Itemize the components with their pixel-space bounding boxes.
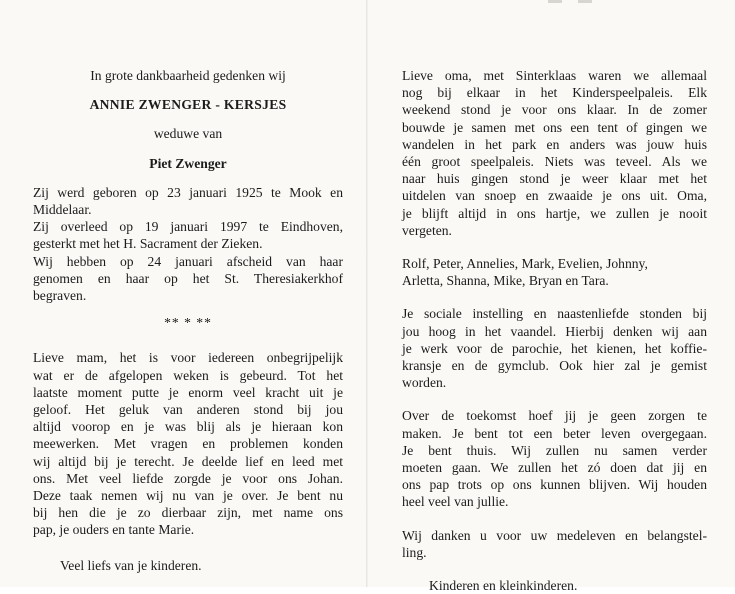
future-line: Je bent thuis. Wij zullen nu samen verder — [402, 442, 707, 458]
bio-line: begraven. — [33, 288, 87, 304]
grandchildren-line: je blijft altijd in ons hartje, we zullen je nooit — [402, 205, 707, 221]
message-line: altijd voorop en je was blij als je hieraan kon — [33, 419, 343, 435]
stars-divider: ** * ** — [164, 315, 212, 331]
grandchildren-line: uitdelen van snoep en zwaaide je ons uit. Oma, — [402, 188, 707, 204]
left-text-column — [33, 63, 343, 574]
message-line: wat er de afgelopen weken is gebeurd. Tot het — [33, 367, 343, 383]
family-signature: Kinderen en kleinkinderen. — [429, 578, 578, 594]
social-line: kransje en de gymclub. Ook hier zal je gemist — [402, 358, 707, 374]
message-line: pap, je ouders en tante Marie. — [33, 522, 195, 538]
future-line: maken. Je bent tot een beter leven overgegaan. — [402, 425, 707, 441]
bio-line: Zij overleed op 19 januari 1997 te Eindhoven, — [33, 219, 343, 235]
husband-name: Piet Zwenger — [149, 155, 227, 171]
future-line: moeten gaan. We zullen het zó doen dat jij en — [402, 460, 707, 476]
grandchildren-line: vergeten. — [402, 222, 452, 238]
biography — [33, 184, 343, 304]
card-fold — [366, 0, 368, 587]
intro-line: In grote dankbaarheid gedenken wij — [90, 68, 286, 83]
grandchildren-line: Lieve oma, met Sinterklaas waren we allemaal — [402, 68, 707, 83]
names-line: Rolf, Peter, Annelies, Mark, Evelien, Johnny, — [402, 256, 648, 272]
grandchildren-line: naar huis gingen stond je weer klaar met het — [402, 171, 707, 187]
bio-line: genomen en haar op het St. Theresiakerkhof — [33, 270, 343, 286]
children-signature: Veel liefs van je kinderen. — [60, 557, 202, 573]
future-paragraph — [402, 407, 707, 510]
social-paragraph — [402, 305, 707, 391]
grandchildren-line: weekend stond je voor ons klaar. In de zomer — [402, 102, 707, 118]
top-edge-mark — [578, 0, 592, 3]
thanks-line: ling. — [402, 544, 427, 560]
names-line: Arletta, Shanna, Mike, Bryan en Tara. — [402, 273, 609, 289]
bio-line: Wij hebben op 24 januari afscheid van haar — [33, 253, 343, 269]
widow-of-line: weduwe van — [153, 126, 223, 142]
message-to-grandmother — [402, 67, 707, 239]
deceased-name: ANNIE ZWENGER - KERSJES — [89, 97, 287, 113]
social-line: worden. — [402, 375, 447, 391]
message-line: Lieve mam, het is voor iedereen onbegrijpelijk — [33, 350, 343, 366]
bio-line: Zij werd geboren op 23 januari 1925 te Mook en — [33, 184, 343, 200]
bio-line: gesterkt met het H. Sacrament der Zieken. — [33, 236, 263, 252]
future-line: Over de toekomst hoef jij je geen zorgen te — [402, 408, 707, 424]
thanks-paragraph — [402, 527, 707, 561]
bio-line: Middelaar. — [33, 202, 92, 218]
message-to-mother — [33, 349, 343, 538]
social-line: jou hoog in het vaandel. Hierbij denken wij aan — [402, 323, 707, 339]
thanks-line: Wij danken u voor uw medeleven en belangstel- — [402, 527, 707, 543]
grandchildren-names — [402, 255, 707, 289]
message-line: geloof. Het geluk van anderen stond bij jou — [33, 402, 343, 418]
grandchildren-line: één groot speelpaleis. Niets was teveel. Als we — [402, 154, 707, 170]
top-edge-mark — [548, 0, 562, 3]
message-line: ons. Met veel liefde zorgde je voor ons Johan. — [33, 470, 343, 486]
message-line: bij hen die je zo dierbaar zijn, met name ons — [33, 505, 343, 521]
social-line: je werk voor de parochie, het kienen, het koffie- — [402, 340, 707, 356]
grandchildren-line: wandelen in het park en anders was jouw huis — [402, 136, 707, 152]
grandchildren-line: bouwde je samen met ons een tent of gingen we — [402, 119, 707, 135]
right-text-column — [402, 63, 707, 594]
future-line: ons pap trots op ons kunnen blijven. Wij houden — [402, 477, 707, 493]
future-line: heel veel van jullie. — [402, 494, 509, 510]
message-line: wij altijd bij je terecht. Je deelde lief en leed met — [33, 453, 343, 469]
social-line: Je sociale instelling en naastenliefde stonden bij — [402, 306, 707, 322]
message-line: laatste moment putte je enorm veel kracht uit je — [33, 384, 343, 400]
message-line: meewerken. Met vragen en problemen konden — [33, 436, 343, 452]
grandchildren-line: nog bij elkaar in het Kinderspeelpaleis. Elk — [402, 85, 707, 101]
message-line: Deze taak nemen wij nu van je over. Je bent nu — [33, 488, 343, 504]
